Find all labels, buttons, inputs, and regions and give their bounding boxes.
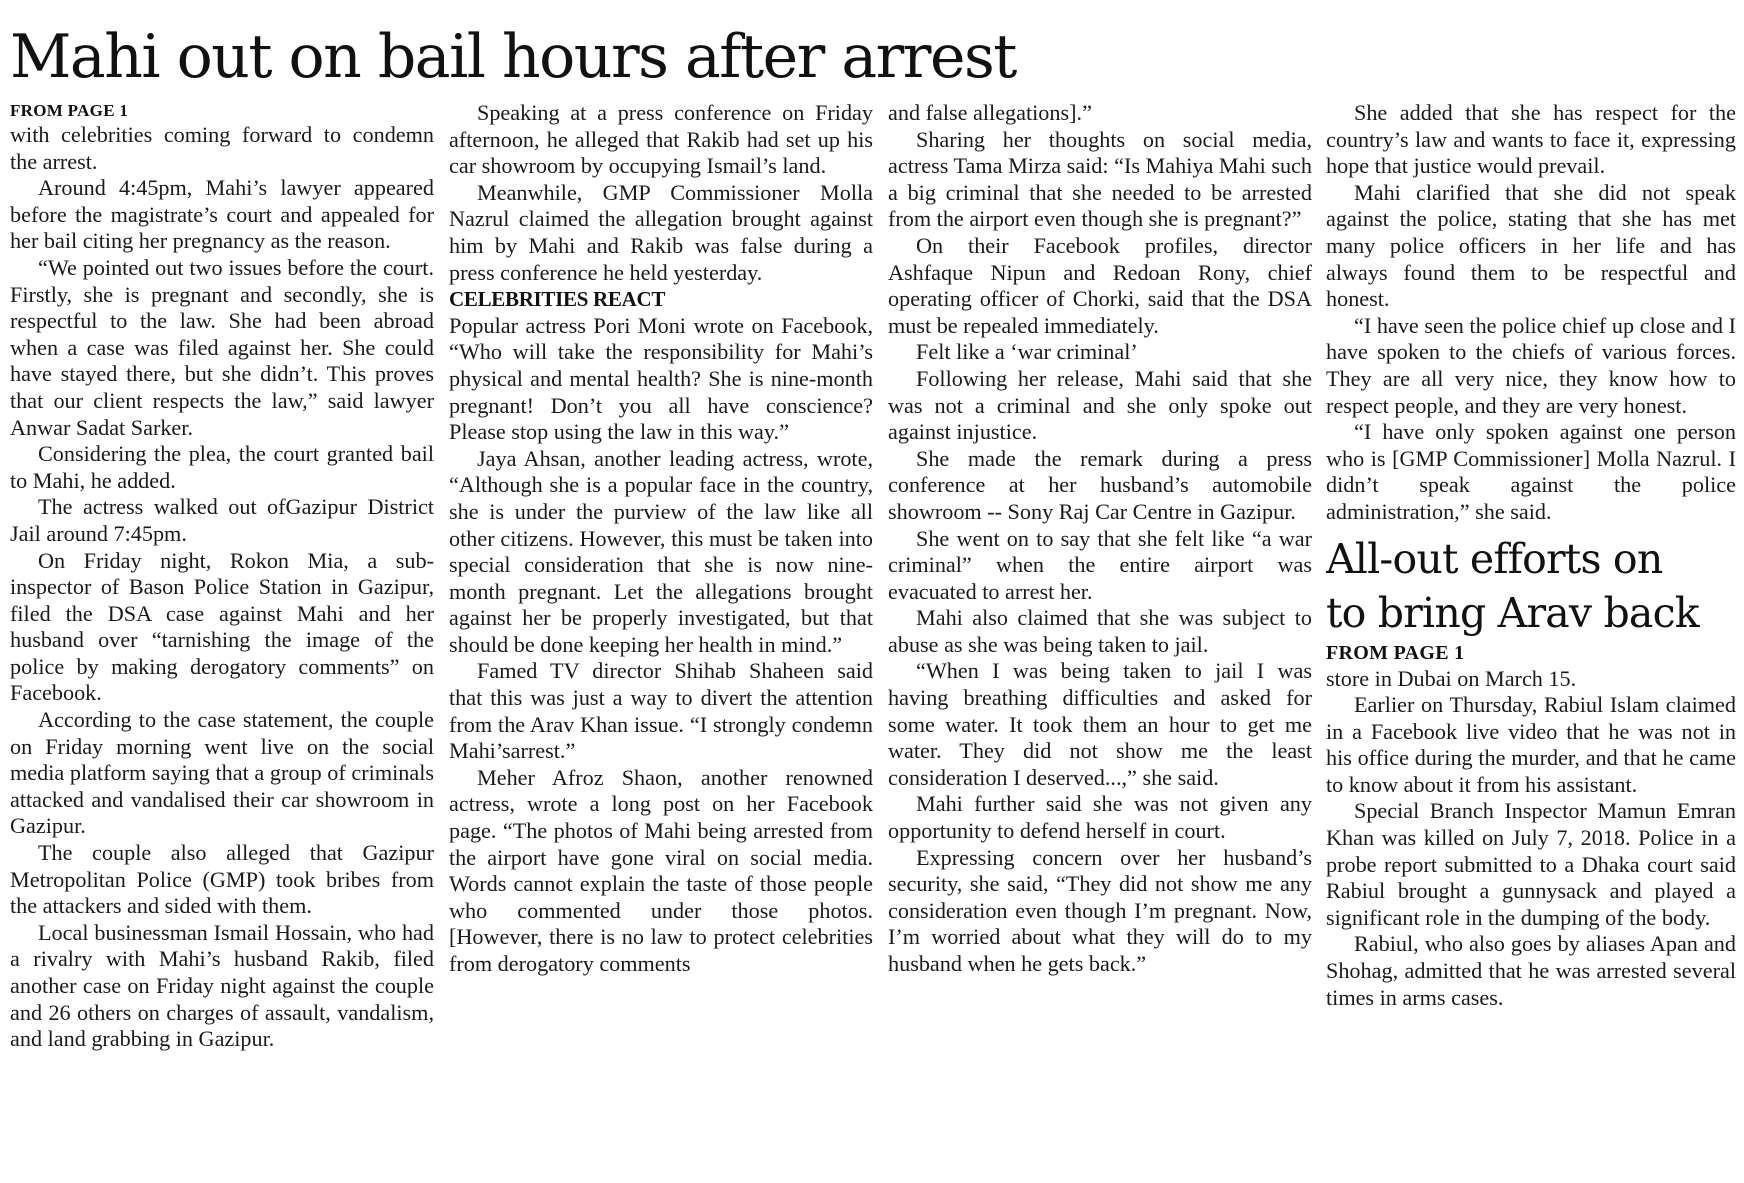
headline-line-1: All-out efforts on: [1326, 534, 1663, 583]
paragraph: Speaking at a press conference on Friday afternoon, he alleged that Rakib had set up his car showroom by occupying Ismail’s land.: [449, 100, 873, 179]
paragraph: Jaya Ahsan, another leading actress, wrote, “Although she is a popular face in the country, she is under the purview of the law like all other citizens. However, this must be taken into special consideration that she is now nine-month pregnant. Let the allegations brought against her be properly investigated, but that should be done keeping her health in mind.”: [449, 445, 873, 657]
paragraph: She added that she has respect for the country’s law and wants to face it, expressing hope that justice would prevail.: [1326, 100, 1736, 179]
paragraph: Mahi clarified that she did not speak against the police, stating that she has met many police officers in her life and has always found them to be respectful and honest.: [1326, 179, 1736, 312]
paragraph: The couple also alleged that Gazipur Metropolitan Police (GMP) took bribes from the attackers and sided with them.: [10, 840, 434, 919]
paragraph: The actress walked out ofGazipur District Jail around 7:45pm.: [10, 494, 434, 546]
second-article-headline: [1326, 532, 1736, 640]
continuation-kicker: FROM PAGE 1: [10, 101, 129, 120]
paragraph: “When I was being taken to jail I was having breathing difficulties and asked for some water. It took them an hour to get me water. They did not show me the least consideration I deserved...,” she said.: [888, 658, 1312, 790]
paragraph: “I have only spoken against one person who is [GMP Commissioner] Molla Nazrul. I didn’t speak against the police administration,” she said.: [1326, 419, 1736, 524]
paragraph: Earlier on Thursday, Rabiul Islam claimed in a Facebook live video that he was not in his office during the murder, and that he came to know about it from his assistant.: [1326, 692, 1736, 797]
paragraph: and false allegations].”: [888, 100, 1092, 125]
paragraph: “We pointed out two issues before the court. Firstly, she is pregnant and secondly, she is respectful to the law. She had been abroad when a case was filed against her. She could have stayed there, but she didn’t. This proves that our client respects the law,” said lawyer Anwar Sadat Sarker.: [10, 254, 434, 440]
paragraph: Sharing her thoughts on social media, actress Tama Mirza said: “Is Mahiya Mahi such a big criminal that she needed to be arrested from the airport even though she is pregnant?”: [888, 126, 1312, 232]
paragraph: Local businessman Ismail Hossain, who had a rivalry with Mahi’s husband Rakib, filed another case on Friday night against the couple and 26 others on charges of assault, vandalism, and land grabbing in Gazipur.: [10, 919, 434, 1052]
paragraph: She went on to say that she felt like “a war criminal” when the entire airport was evacuated to arrest her.: [888, 525, 1312, 604]
paragraph: According to the case statement, the couple on Friday morning went live on the social media platform saying that a group of criminals attacked and vandalised their car showroom in Gazipur.: [10, 707, 434, 839]
paragraph: store in Dubai on March 15.: [1326, 665, 1577, 691]
article-column-2: [449, 100, 873, 1180]
paragraph: Special Branch Inspector Mamun Emran Khan was killed on July 7, 2018. Police in a probe report submitted to a Dhaka court said Rabiul brought a gunnysack and played a significant role in the dumping of the body.: [1326, 798, 1736, 930]
second-article-kicker: FROM PAGE 1: [1326, 641, 1465, 664]
paragraph: Considering the plea, the court granted bail to Mahi, he added.: [10, 441, 434, 493]
paragraph: Meher Afroz Shaon, another renowned actress, wrote a long post on her Facebook page. “The photos of Mahi being arrested from the airport have gone viral on social media. Words cannot explain the taste of those people who commented under those photos. [However, there is no law to protect celebrities from derogatory comments: [449, 764, 873, 976]
paragraph: with celebrities coming forward to condemn the arrest.: [10, 122, 434, 174]
second-article: [1326, 532, 1736, 1012]
paragraph: On their Facebook profiles, director Ashfaque Nipun and Redoan Rony, chief operating officer of Chorki, said that the DSA must be repealed immediately.: [888, 232, 1312, 338]
paragraph: “I have seen the police chief up close and I have spoken to the chiefs of various forces. They are all very nice, they know how to respect people, and they are very honest.: [1326, 312, 1736, 418]
paragraph: Popular actress Pori Moni wrote on Facebook, “Who will take the responsibility for Mahi’s physical and mental health? She is nine-month pregnant! Don’t you all have conscience? Please stop using the law in this way.”: [449, 312, 873, 445]
inline-subhead: Felt like a ‘war criminal’: [916, 339, 1138, 365]
paragraph: Rabiul, who also goes by aliases Apan and Shohag, admitted that he was arrested several times in arms cases.: [1326, 931, 1736, 1010]
article-headline: Mahi out on bail hours after arrest: [10, 22, 1016, 92]
paragraph: Famed TV director Shihab Shaheen said that this was just a way to divert the attention from the Arav Khan issue. “I strongly condemn Mahi’sarrest.”: [449, 658, 873, 764]
paragraph: Around 4:45pm, Mahi’s lawyer appeared before the magistrate’s court and appealed for her bail citing her pregnancy as the reason.: [10, 175, 434, 254]
article-column-3: [888, 100, 1312, 1180]
paragraph: On Friday night, Rokon Mia, a sub-inspector of Bason Police Station in Gazipur, filed the DSA case against Mahi and her husband over “tarnishing the image of the police by making derogatory comments” on Facebook.: [10, 547, 434, 706]
article-column-4: [1326, 100, 1736, 1180]
paragraph: Mahi further said she was not given any opportunity to defend herself in court.: [888, 791, 1312, 844]
paragraph: Mahi also claimed that she was subject to abuse as she was being taken to jail.: [888, 605, 1312, 657]
paragraph: She made the remark during a press conference at her husband’s automobile showroom -- Sony Raj Car Centre in Gazipur.: [888, 445, 1312, 524]
paragraph: Expressing concern over her husband’s security, she said, “They did not show me any consideration even though I’m pregnant. Now, I’m worried about what they will do to my husband when he gets back.”: [888, 844, 1312, 976]
section-subhead: CELEBRITIES REACT: [449, 287, 666, 312]
article-column-1: [10, 100, 434, 1180]
paragraph: Meanwhile, GMP Commissioner Molla Nazrul claimed the allegation brought against him by Mahi and Rakib was false during a press conference he held yesterday.: [449, 179, 873, 285]
headline-line-2: to bring Arav back: [1326, 588, 1699, 637]
paragraph: Following her release, Mahi said that she was not a criminal and she only spoke out against injustice.: [888, 365, 1312, 445]
